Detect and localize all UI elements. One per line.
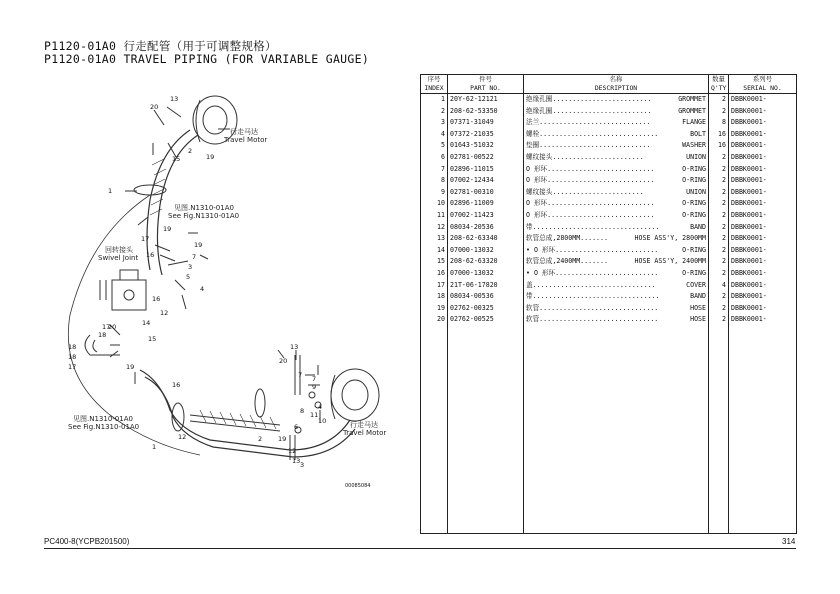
- row-description: [524, 280, 709, 292]
- row-index: 20: [421, 314, 448, 326]
- row-part-number: 21T-06-17820: [448, 280, 524, 292]
- table-empty-space: [421, 326, 797, 534]
- row-description-en: O-RING: [682, 245, 706, 254]
- row-quantity: 2: [709, 198, 729, 210]
- row-index: 1: [421, 94, 448, 106]
- travel-motor-bottom-label-cn: 行走马达: [350, 421, 378, 429]
- row-description-en: BOLT: [690, 129, 706, 138]
- row-quantity: 2: [709, 210, 729, 222]
- row-description: [524, 233, 709, 245]
- row-index: 10: [421, 198, 448, 210]
- callout: 18: [98, 331, 107, 339]
- table-row: [421, 210, 797, 222]
- row-serial: DBBK0001-: [729, 291, 797, 303]
- row-quantity: 2: [709, 245, 729, 257]
- row-serial: DBBK0001-: [729, 187, 797, 199]
- row-serial: DBBK0001-: [729, 106, 797, 118]
- row-serial: DBBK0001-: [729, 117, 797, 129]
- row-part-number: 208-62-53350: [448, 106, 524, 118]
- row-part-number: 08034-00536: [448, 291, 524, 303]
- table-row: [421, 175, 797, 187]
- row-description-en: BAND: [690, 292, 706, 301]
- header-part-cn: 件号: [448, 75, 524, 85]
- callout: 19: [278, 435, 287, 443]
- header-qty-en: Q'TY: [709, 84, 729, 94]
- header-index-en: INDEX: [421, 84, 448, 94]
- callout: 18: [68, 343, 77, 351]
- row-description: [524, 140, 709, 152]
- row-serial: DBBK0001-: [729, 303, 797, 315]
- callout: 6: [294, 423, 299, 431]
- callout: 17: [102, 323, 111, 331]
- row-serial: DBBK0001-: [729, 140, 797, 152]
- row-index: 4: [421, 129, 448, 141]
- header-serial-en: SERIAL NO.: [729, 84, 797, 94]
- table-row: [421, 222, 797, 234]
- row-index: 16: [421, 268, 448, 280]
- row-description-cn: 垫圈............................: [526, 141, 651, 150]
- row-description: [524, 268, 709, 280]
- row-description-en: GROMMET: [678, 95, 706, 103]
- row-quantity: 2: [709, 94, 729, 106]
- row-description: [524, 291, 709, 303]
- row-part-number: 02762-00525: [448, 314, 524, 326]
- callout: 20: [150, 103, 159, 111]
- callout: 17: [68, 363, 77, 371]
- table-row: [421, 129, 797, 141]
- row-description-en: HOSE: [690, 303, 706, 312]
- row-serial: DBBK0001-: [729, 256, 797, 268]
- row-serial: DBBK0001-: [729, 233, 797, 245]
- callout: 15: [148, 335, 157, 343]
- row-description-cn: 法兰............................: [526, 118, 651, 127]
- row-description-cn: 螺纹接头.......................: [526, 152, 644, 161]
- callout: 4: [318, 403, 323, 411]
- row-quantity: 2: [709, 303, 729, 315]
- row-quantity: 8: [709, 117, 729, 129]
- row-quantity: 2: [709, 222, 729, 234]
- table-row: [421, 117, 797, 129]
- callout: 7: [192, 253, 197, 261]
- row-part-number: 01643-51032: [448, 140, 524, 152]
- callout: 14: [142, 319, 151, 327]
- table-header-en: [421, 84, 797, 94]
- row-part-number: 208-62-63320: [448, 256, 524, 268]
- row-description-cn: 螺栓..............................: [526, 129, 659, 138]
- row-index: 2: [421, 106, 448, 118]
- callout: 7: [312, 375, 317, 383]
- travel-motor-top-label-en: Travel Motor: [224, 136, 268, 144]
- footer-divider: [44, 548, 796, 549]
- travel-motor-bottom-label-en: Travel Motor: [343, 429, 387, 437]
- row-description: [524, 94, 709, 106]
- row-index: 19: [421, 303, 448, 315]
- callout: 19: [163, 225, 172, 233]
- row-part-number: 07000-13032: [448, 268, 524, 280]
- swivel-joint-shape: [112, 280, 146, 310]
- callout: 7: [298, 371, 303, 379]
- see-fig-bottom-label-en: See Fig.N1310-01A0: [68, 423, 140, 431]
- callout: 2: [188, 147, 193, 155]
- row-index: 9: [421, 187, 448, 199]
- header-index-cn: 序号: [421, 75, 448, 85]
- row-serial: DBBK0001-: [729, 198, 797, 210]
- row-serial: DBBK0001-: [729, 314, 797, 326]
- row-quantity: 2: [709, 268, 729, 280]
- figure-code: 00085084: [345, 483, 371, 489]
- row-serial: DBBK0001-: [729, 129, 797, 141]
- header-desc-en: DESCRIPTION: [524, 84, 709, 94]
- callout: 9: [312, 383, 317, 391]
- row-quantity: 16: [709, 140, 729, 152]
- empty-cell: [421, 326, 448, 534]
- row-description-cn: O 形环...........................: [526, 210, 655, 219]
- travel-piping-diagram: [50, 85, 400, 510]
- page-title-english: P1120-01A0 TRAVEL PIPING (FOR VARIABLE GAUGE): [44, 52, 370, 66]
- table-row: [421, 233, 797, 245]
- row-description-en: HOSE ASS'Y, 2800MM: [634, 234, 706, 243]
- empty-cell: [709, 326, 729, 534]
- callout: 1: [108, 187, 113, 195]
- row-description-cn: O 形环...........................: [526, 176, 655, 185]
- row-index: 11: [421, 210, 448, 222]
- row-part-number: 07002-11423: [448, 210, 524, 222]
- row-description-cn: 绝缘孔圈.........................: [526, 106, 652, 115]
- row-description-cn: 软管总成,2400MM.......: [526, 257, 608, 266]
- row-serial: DBBK0001-: [729, 210, 797, 222]
- table-row: [421, 164, 797, 176]
- row-quantity: 2: [709, 187, 729, 199]
- swivel-joint-label-cn: 回转接头: [105, 246, 133, 254]
- row-description-cn: 盖...............................: [526, 280, 656, 289]
- table-row: [421, 245, 797, 257]
- callout: 12: [178, 433, 187, 441]
- row-description-cn: 带................................: [526, 222, 660, 231]
- row-index: 5: [421, 140, 448, 152]
- row-description: [524, 164, 709, 176]
- row-description: [524, 106, 709, 118]
- table-row: [421, 314, 797, 326]
- row-part-number: 07000-13032: [448, 245, 524, 257]
- row-serial: DBBK0001-: [729, 152, 797, 164]
- row-quantity: 2: [709, 152, 729, 164]
- piping-drawing: [50, 85, 400, 510]
- row-description-cn: 螺纹接头.......................: [526, 187, 644, 196]
- row-index: 6: [421, 152, 448, 164]
- row-serial: DBBK0001-: [729, 94, 797, 106]
- row-part-number: 02896-11015: [448, 164, 524, 176]
- table-row: [421, 280, 797, 292]
- row-description: [524, 198, 709, 210]
- row-index: 3: [421, 117, 448, 129]
- callout: 3: [188, 263, 193, 271]
- row-part-number: 08034-20536: [448, 222, 524, 234]
- row-description-en: FLANGE: [682, 118, 706, 127]
- parts-table-body: [421, 94, 797, 534]
- callout: 8: [300, 407, 305, 415]
- row-description-cn: O 形环...........................: [526, 199, 655, 208]
- page-title-chinese: P1120-01A0 行走配管（用于可调整规格）: [44, 39, 277, 53]
- callout: 13: [290, 343, 299, 351]
- travel-motor-top-label-cn: 行走马达: [230, 128, 258, 136]
- callout: 20: [108, 323, 117, 331]
- table-row: [421, 268, 797, 280]
- row-description-en: O-RING: [682, 176, 706, 185]
- row-index: 14: [421, 245, 448, 257]
- callout: 13: [170, 95, 179, 103]
- table-row: [421, 291, 797, 303]
- callout: 13: [292, 457, 301, 465]
- row-description-cn: 软管总成,2800MM.......: [526, 234, 608, 243]
- row-description-en: UNION: [686, 187, 706, 196]
- callout: 2: [258, 435, 263, 443]
- row-index: 15: [421, 256, 448, 268]
- row-serial: DBBK0001-: [729, 280, 797, 292]
- row-description: [524, 175, 709, 187]
- row-description: [524, 222, 709, 234]
- row-description: [524, 152, 709, 164]
- table-header-cn: [421, 75, 797, 85]
- row-description: [524, 314, 709, 326]
- row-part-number: 208-62-63340: [448, 233, 524, 245]
- row-quantity: 2: [709, 164, 729, 176]
- table-row: [421, 140, 797, 152]
- callout: 16: [146, 251, 155, 259]
- row-description-cn: • O 形环..........................: [526, 268, 659, 277]
- table-row: [421, 106, 797, 118]
- row-description-en: WASHER: [682, 141, 706, 150]
- see-fig-top-label-en: See Fig.N1310-01A0: [168, 212, 240, 220]
- row-serial: DBBK0001-: [729, 164, 797, 176]
- row-quantity: 2: [709, 314, 729, 326]
- row-part-number: 02781-00310: [448, 187, 524, 199]
- header-serial-cn: 系列号: [729, 75, 797, 85]
- swivel-joint-label-en: Swivel Joint: [98, 254, 139, 262]
- row-quantity: 2: [709, 233, 729, 245]
- row-part-number: 07002-12434: [448, 175, 524, 187]
- callout: 5: [186, 273, 191, 281]
- row-index: 8: [421, 175, 448, 187]
- row-part-number: 02762-00325: [448, 303, 524, 315]
- row-quantity: 16: [709, 129, 729, 141]
- row-index: 7: [421, 164, 448, 176]
- callout: 1: [152, 443, 157, 451]
- row-quantity: 4: [709, 280, 729, 292]
- callout: 19: [126, 363, 135, 371]
- callout: 16: [172, 381, 181, 389]
- row-description: [524, 303, 709, 315]
- callout: 10: [318, 417, 327, 425]
- row-description-cn: 带................................: [526, 292, 660, 301]
- see-fig-bottom-label-cn: 见图.N1310-01A0: [73, 415, 133, 423]
- row-quantity: 2: [709, 106, 729, 118]
- callout: 17: [141, 235, 150, 243]
- row-description-en: O-RING: [682, 199, 706, 208]
- model-footer: PC400-8(YCPB201500): [44, 537, 130, 546]
- row-description: [524, 210, 709, 222]
- see-fig-top-label-cn: 见图.N1310-01A0: [174, 204, 234, 212]
- page-number: 314: [782, 537, 796, 546]
- callout: 18: [68, 353, 77, 361]
- row-description-en: HOSE: [690, 315, 706, 324]
- callout: 19: [194, 241, 203, 249]
- row-description-en: HOSE ASS'Y, 2400MM: [634, 257, 706, 266]
- row-part-number: 02896-11009: [448, 198, 524, 210]
- row-description-en: GROMMET: [678, 106, 706, 115]
- callout: 4: [200, 285, 205, 293]
- header-qty-cn: 数量: [709, 75, 729, 85]
- callout: 12: [160, 309, 169, 317]
- row-description-cn: 软管..............................: [526, 315, 659, 324]
- row-description-cn: O 形环...........................: [526, 164, 655, 173]
- row-description-en: COVER: [686, 280, 706, 289]
- callout: 16: [152, 295, 161, 303]
- row-serial: DBBK0001-: [729, 222, 797, 234]
- header-desc-cn: 名称: [524, 75, 709, 85]
- row-quantity: 2: [709, 256, 729, 268]
- row-part-number: 20Y-62-12121: [448, 94, 524, 106]
- row-serial: DBBK0001-: [729, 175, 797, 187]
- row-index: 17: [421, 280, 448, 292]
- header-part-en: PART NO.: [448, 84, 524, 94]
- row-quantity: 2: [709, 291, 729, 303]
- table-row: [421, 187, 797, 199]
- row-description: [524, 256, 709, 268]
- row-index: 18: [421, 291, 448, 303]
- row-description-en: UNION: [686, 152, 706, 161]
- table-row: [421, 256, 797, 268]
- row-description-cn: 软管..............................: [526, 303, 659, 312]
- empty-cell: [729, 326, 797, 534]
- table-row: [421, 152, 797, 164]
- table-row: [421, 94, 797, 106]
- row-description-cn: 绝缘孔圈.........................: [526, 95, 652, 103]
- row-description: [524, 187, 709, 199]
- callout: 20: [279, 357, 288, 365]
- callout: 15: [172, 155, 181, 163]
- callout: 12: [288, 447, 297, 455]
- table-row: [421, 303, 797, 315]
- row-description-en: O-RING: [682, 164, 706, 173]
- row-description: [524, 117, 709, 129]
- row-description-en: BAND: [690, 222, 706, 231]
- row-description: [524, 245, 709, 257]
- callout: 3: [300, 461, 305, 469]
- row-description: [524, 129, 709, 141]
- travel-motor-bottom-shape: [331, 369, 379, 421]
- row-description-en: O-RING: [682, 268, 706, 277]
- row-description-en: O-RING: [682, 210, 706, 219]
- row-part-number: 07372-21035: [448, 129, 524, 141]
- row-serial: DBBK0001-: [729, 268, 797, 280]
- row-part-number: 07371-31049: [448, 117, 524, 129]
- row-part-number: 02781-00522: [448, 152, 524, 164]
- callout: 11: [310, 411, 319, 419]
- parts-table: [420, 74, 797, 534]
- empty-cell: [524, 326, 709, 534]
- row-serial: DBBK0001-: [729, 245, 797, 257]
- callout: 19: [206, 153, 215, 161]
- table-row: [421, 198, 797, 210]
- empty-cell: [448, 326, 524, 534]
- row-quantity: 2: [709, 175, 729, 187]
- row-index: 13: [421, 233, 448, 245]
- row-description-cn: • O 形环..........................: [526, 245, 659, 254]
- row-index: 12: [421, 222, 448, 234]
